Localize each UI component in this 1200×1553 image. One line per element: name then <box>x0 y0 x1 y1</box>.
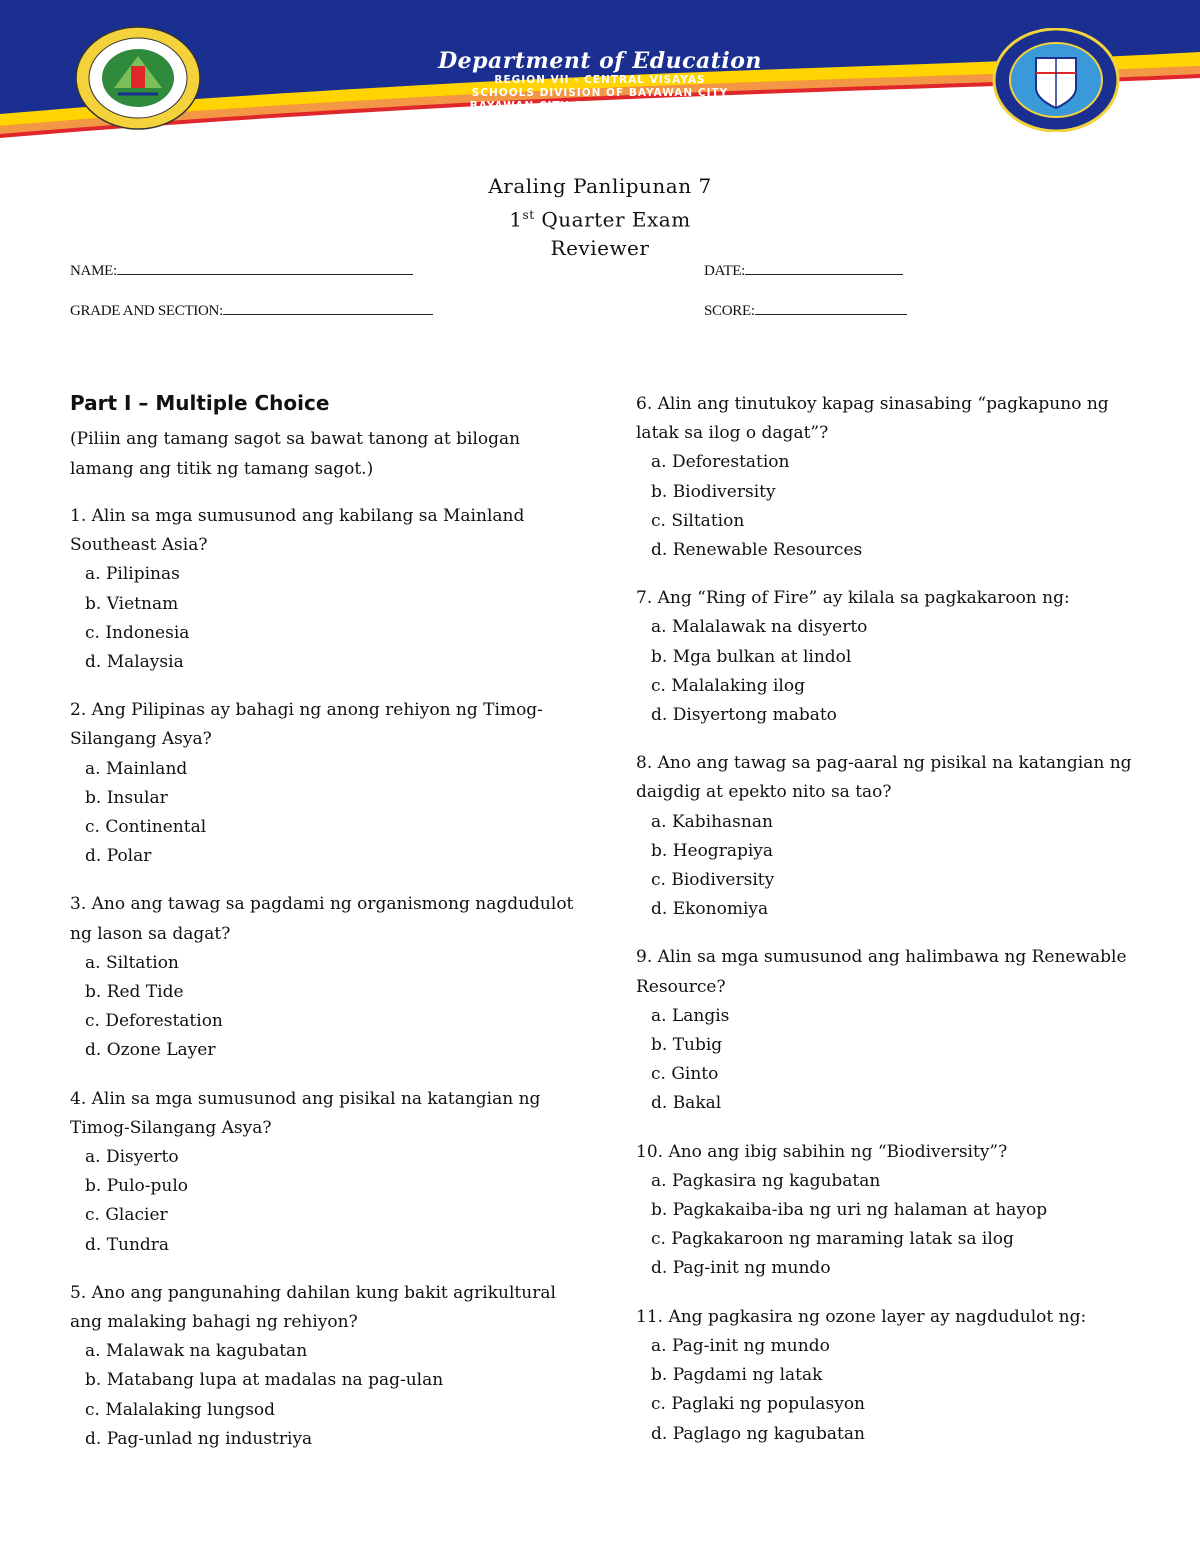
division-seal-logo <box>74 26 202 130</box>
question-item <box>636 943 1156 1118</box>
question-stem: 6. Alin ang tinutukoy kapag sinasabing “pagkapuno ng latak sa ilog o dagat”? <box>636 394 1109 444</box>
answer-option[interactable]: b. Pagkakaiba-iba ng uri ng halaman at hayop <box>651 1200 1048 1221</box>
answer-option[interactable]: b. Insular <box>85 787 168 808</box>
answer-option[interactable]: c. Deforestation <box>85 1011 223 1032</box>
answer-option[interactable]: a. Pilipinas <box>85 564 180 585</box>
answer-option[interactable]: b. Pagdami ng latak <box>651 1365 823 1386</box>
date-field[interactable] <box>704 260 903 280</box>
grade-section-field[interactable] <box>70 300 433 320</box>
answer-option[interactable]: c. Pagkakaroon ng maraming latak sa ilog <box>651 1229 1014 1250</box>
school-seal-logo <box>992 28 1120 132</box>
answer-option[interactable]: b. Pulo-pulo <box>85 1176 188 1197</box>
question-stem: 8. Ano ang tawag sa pag-aaral ng pisikal na katangian ng daigdig at epekto nito sa tao? <box>636 753 1132 803</box>
subject-title: Araling Panlipunan 7 <box>488 174 712 198</box>
answer-option[interactable]: b. Red Tide <box>85 982 184 1003</box>
question-stem: 3. Ano ang tawag sa pagdami ng organismong nagdudulot ng lason sa dagat? <box>70 894 574 944</box>
answer-option[interactable]: d. Ekonomiya <box>651 899 769 920</box>
date-label: DATE: <box>704 263 745 279</box>
answer-option[interactable]: a. Disyerto <box>85 1147 179 1168</box>
reviewer-title: Reviewer <box>550 235 650 260</box>
answer-option[interactable]: b. Mga bulkan at lindol <box>651 646 852 667</box>
question-item <box>636 1138 1156 1284</box>
division-line: SCHOOLS DIVISION OF BAYAWAN CITY <box>471 87 729 99</box>
question-item <box>70 1085 590 1260</box>
answer-option[interactable]: c. Glacier <box>85 1205 168 1226</box>
answer-option[interactable]: a. Siltation <box>85 952 179 973</box>
question-stem: 5. Ano ang pangunahing dahilan kung bakit agrikultural ang malaking bahagi ng rehiyon? <box>70 1282 556 1333</box>
school-line: BAYAWAN CITY SCHOOL FOR THE ARTS <box>469 100 731 112</box>
name-field[interactable] <box>70 260 413 280</box>
score-label: SCORE: <box>704 303 755 319</box>
answer-option[interactable]: d. Bakal <box>651 1093 722 1114</box>
question-item <box>70 890 590 1065</box>
question-item <box>636 1303 1156 1449</box>
answer-option[interactable]: a. Pagkasira ng kagubatan <box>651 1170 881 1191</box>
answer-option[interactable]: d. Pag-init ng mundo <box>651 1258 831 1279</box>
answer-option[interactable]: d. Malaysia <box>85 652 184 673</box>
answer-option[interactable]: a. Mainland <box>85 758 188 779</box>
answer-option[interactable]: c. Biodiversity <box>651 870 775 891</box>
answer-option[interactable]: b. Heograpiya <box>651 840 774 861</box>
answer-option[interactable]: c. Paglaki ng populasyon <box>651 1394 866 1415</box>
answer-option[interactable]: c. Malalaking lungsod <box>85 1399 276 1420</box>
name-blank[interactable] <box>117 260 413 275</box>
questions-left-column <box>70 502 590 1473</box>
part-title: Part I – Multiple Choice <box>70 391 330 415</box>
region-line: REGION VII - CENTRAL VISAYAS <box>494 74 706 86</box>
answer-option[interactable]: c. Indonesia <box>85 622 190 643</box>
question-item <box>636 390 1156 565</box>
question-stem: 7. Ang “Ring of Fire” ay kilala sa pagkakaroon ng: <box>636 588 1070 609</box>
answer-option[interactable]: a. Malawak na kagubatan <box>85 1341 308 1362</box>
question-stem: 10. Ano ang ibig sabihin ng “Biodiversity”? <box>636 1141 1008 1162</box>
question-item <box>70 1279 590 1454</box>
answer-option[interactable]: d. Pag-unlad ng industriya <box>85 1428 313 1449</box>
questions-right-column <box>636 390 1156 1468</box>
question-stem: 9. Alin sa mga sumusunod ang halimbawa ng Renewable Resource? <box>636 947 1127 997</box>
question-stem: 2. Ang Pilipinas ay bahagi ng anong rehiyon ng Timog-Silangang Asya? <box>70 700 543 750</box>
question-item <box>70 696 590 871</box>
answer-option[interactable]: c. Ginto <box>651 1064 719 1085</box>
answer-option[interactable]: a. Pag-init ng mundo <box>651 1335 830 1356</box>
answer-option[interactable]: d. Renewable Resources <box>651 540 863 561</box>
score-field[interactable] <box>704 300 907 320</box>
answer-option[interactable]: d. Ozone Layer <box>85 1040 216 1061</box>
answer-option[interactable]: a. Langis <box>651 1005 730 1026</box>
question-item <box>636 584 1156 730</box>
date-blank[interactable] <box>745 260 903 275</box>
department-name: Department of Education <box>438 48 762 74</box>
question-item <box>70 502 590 677</box>
answer-option[interactable]: c. Siltation <box>651 510 745 531</box>
quarter-number: 1 <box>509 207 523 232</box>
question-stem: 1. Alin sa mga sumusunod ang kabilang sa Mainland Southeast Asia? <box>70 506 525 556</box>
answer-option[interactable]: c. Malalaking ilog <box>651 675 805 696</box>
name-label: NAME: <box>70 263 117 279</box>
answer-option[interactable]: b. Vietnam <box>85 593 179 614</box>
question-item <box>636 749 1156 924</box>
answer-option[interactable]: d. Tundra <box>85 1234 170 1255</box>
grade-section-blank[interactable] <box>223 300 433 315</box>
answer-option[interactable]: a. Malalawak na disyerto <box>651 617 868 638</box>
exam-title-block <box>0 172 1200 262</box>
answer-option[interactable]: a. Deforestation <box>651 452 790 473</box>
grade-section-label: GRADE AND SECTION: <box>70 303 223 319</box>
header-banner <box>0 0 1200 145</box>
answer-option[interactable]: b. Matabang lupa at madalas na pag-ulan <box>85 1370 444 1391</box>
answer-option[interactable]: b. Tubig <box>651 1035 723 1056</box>
score-blank[interactable] <box>755 300 907 315</box>
quarter-suffix: st <box>522 207 535 222</box>
question-stem: 4. Alin sa mga sumusunod ang pisikal na katangian ng Timog-Silangang Asya? <box>70 1088 541 1138</box>
answer-option[interactable]: b. Biodiversity <box>651 481 776 502</box>
quarter-text: Quarter Exam <box>534 207 691 232</box>
instructions: (Piliin ang tamang sagot sa bawat tanong at bilogan lamang ang titik ng tamang sagot.) <box>70 429 521 479</box>
answer-option[interactable]: a. Kabihasnan <box>651 811 773 832</box>
deped-header-text <box>400 48 800 113</box>
answer-option[interactable]: c. Continental <box>85 817 207 838</box>
answer-option[interactable]: d. Paglago ng kagubatan <box>651 1423 865 1444</box>
answer-option[interactable]: d. Disyertong mabato <box>651 705 837 726</box>
answer-option[interactable]: d. Polar <box>85 846 152 867</box>
question-stem: 11. Ang pagkasira ng ozone layer ay nagdudulot ng: <box>636 1306 1087 1327</box>
quarter-title <box>0 201 1200 234</box>
